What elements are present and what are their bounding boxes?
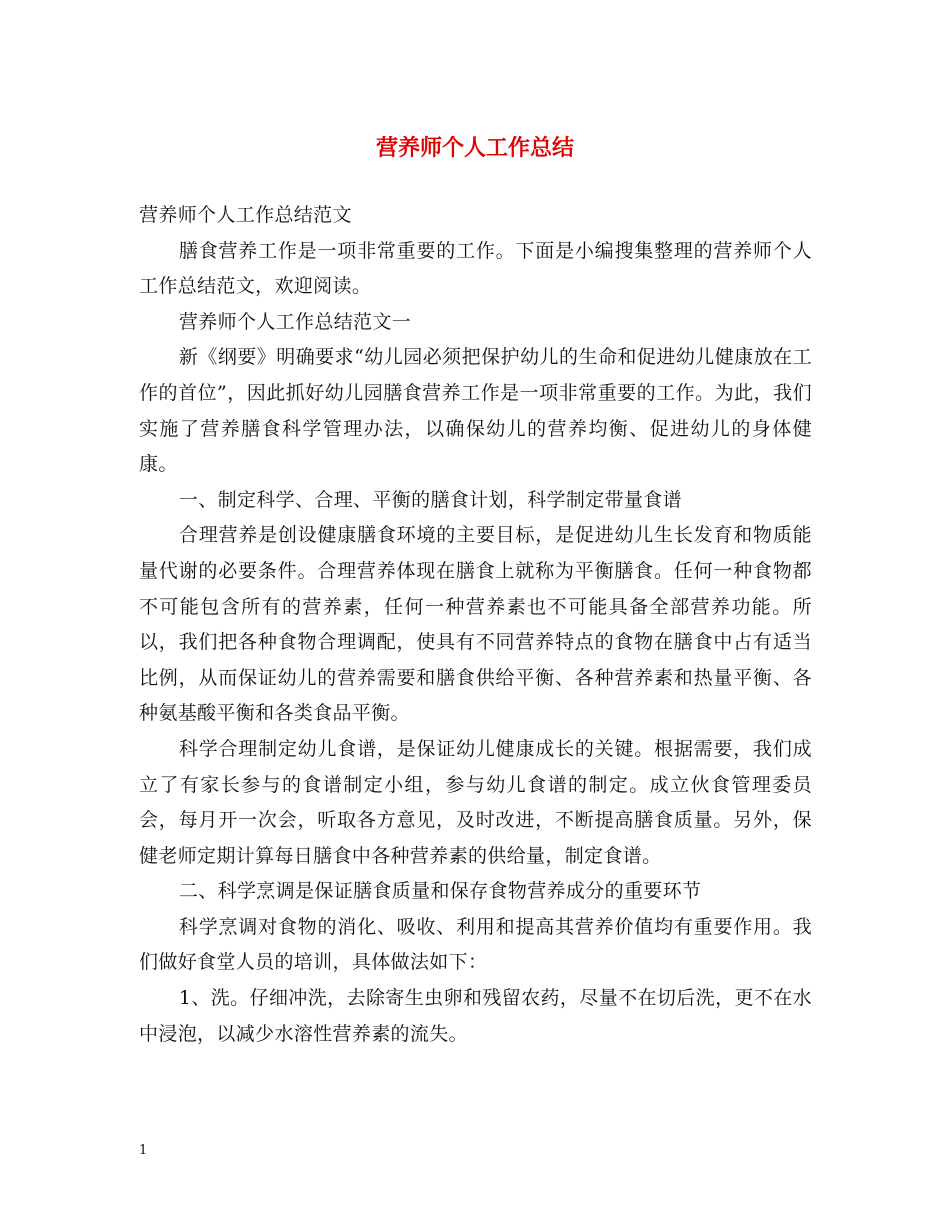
paragraph-outline-requirement: 新《纲要》明确要求“幼儿园必须把保护幼儿的生命和促进幼儿健康放在工作的首位”，因此抓好幼儿园膳食营养工作是一项非常重要的工作。为此，我们实施了营养膳食科学管理办法，以确保幼儿的营养均衡、促进幼儿的身体健康。 — [139, 346, 812, 476]
paragraph-intro: 膳食营养工作是一项非常重要的工作。下面是小编搜集整理的营养师个人工作总结范文，欢迎阅读。 — [139, 239, 812, 298]
document-body — [139, 198, 812, 1052]
page-title: 营养师个人工作总结 — [375, 135, 574, 161]
paragraph-washing: 1、洗。仔细冲洗，去除寄生虫卵和残留农药，尽量不在切后洗，更不在水中浸泡，以减少水溶性营养素的流失。 — [139, 987, 812, 1045]
paragraph-reasonable-nutrition: 合理营养是创设健康膳食环境的主要目标，是促进幼儿生长发育和物质能量代谢的必要条件。合理营养体现在膳食上就称为平衡膳食。任何一种食物都不可能包含所有的营养素，任何一种营养素也不可能具备全部营养功能。所以，我们把各种食物合理调配，使具有不同营养特点的食物在膳食中占有适当比例，从而保证幼儿的营养需要和膳食供给平衡、各种营养素和热量平衡、各种氨基酸平衡和各类食品平衡。 — [139, 524, 812, 725]
paragraph-cooking-practice: 科学烹调对食物的消化、吸收、利用和提高其营养价值均有重要作用。我们做好食堂人员的培训，具体做法如下： — [139, 915, 812, 974]
page-number: 1 — [139, 1143, 148, 1158]
section-heading-example-one: 营养师个人工作总结范文一 — [178, 310, 412, 333]
paragraph-recipe-planning: 科学合理制定幼儿食谱，是保证幼儿健康成长的关键。根据需要，我们成立了有家长参与的食谱制定小组，参与幼儿食谱的制定。成立伙食管理委员会，每月开一次会，听取各方意见，及时改进，不断提高膳食质量。另外，保健老师定期计算每日膳食中各种营养素的供给量，制定食谱。 — [139, 737, 812, 867]
document-subtitle: 营养师个人工作总结范文 — [139, 204, 352, 226]
section-heading-diet-plan: 一、制定科学、合理、平衡的膳食计划，科学制定带量食谱 — [178, 488, 682, 511]
section-heading-cooking: 二、科学烹调是保证膳食质量和保存食物营养成分的重要环节 — [178, 880, 702, 903]
